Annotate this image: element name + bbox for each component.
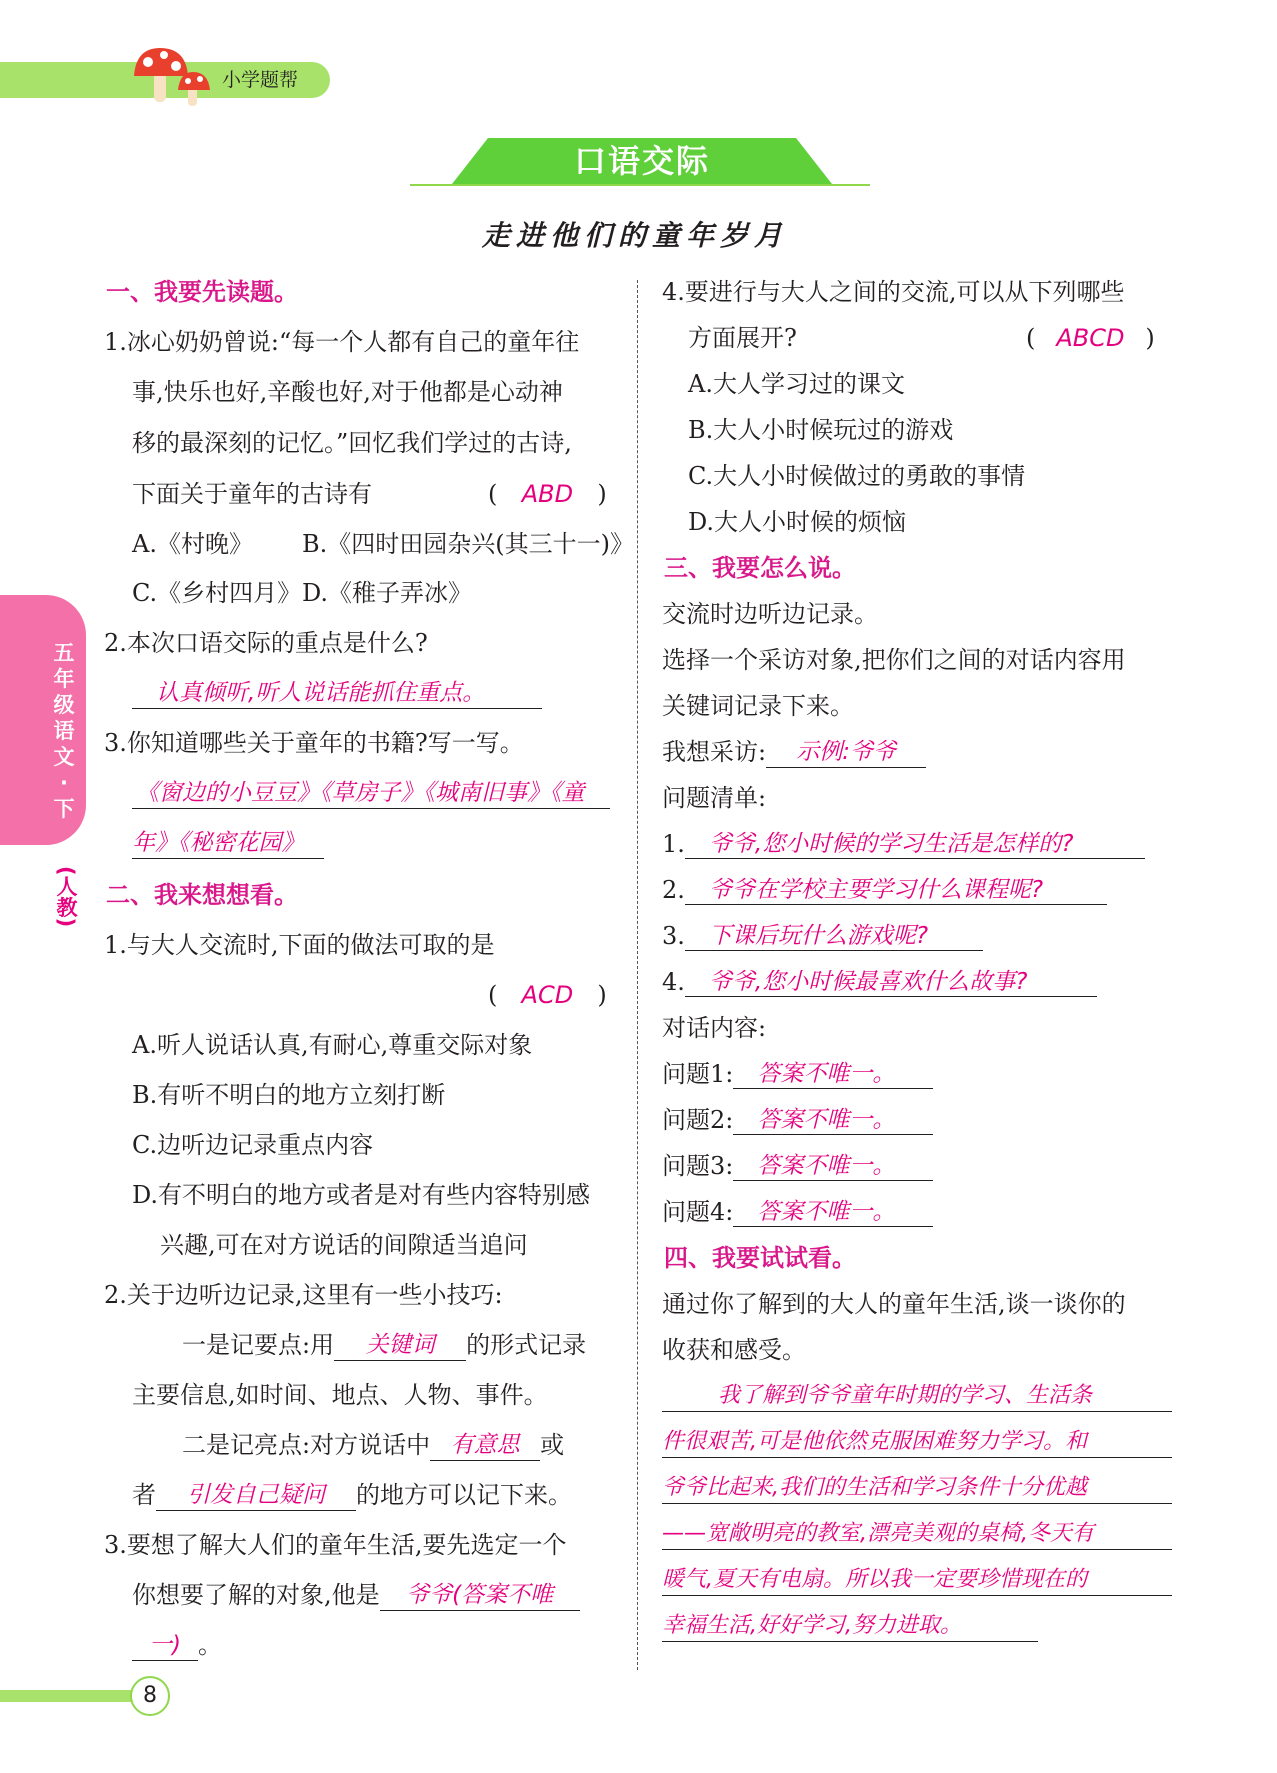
essay-line-4: ——宽敞明亮的教室,漂亮美观的桌椅,冬天有 [662,1519,1172,1550]
p1-option-b: B.有听不明白的地方立刻打断 [132,1081,446,1109]
interview-line: 我想采访: 示例:爷爷 [662,737,926,768]
mushroom-logo [128,42,218,114]
dialog-item-2: 问题2: 答案不唯一。 [662,1105,933,1135]
s3-text-2: 选择一个采访对象,把你们之间的对话内容用 [662,646,1126,674]
p3-line-1: 3.要想了解大人们的童年生活,要先选定一个 [104,1531,567,1559]
section-4-heading: 四、我要试试看。 [664,1244,856,1272]
p1-answer-paren: ( ACD ) [488,981,607,1009]
q1-answer: ABD [521,480,574,508]
essay-line-1: 我了解到爷爷童年时期的学习、生活条 [662,1381,1172,1412]
p3-answer: 爷爷(答案不唯 [380,1580,580,1611]
p2-question-answer: 引发自己疑问 [156,1480,356,1511]
section-3-heading: 三、我要怎么说。 [664,554,856,582]
p2-line-3: 二是记亮点:对方说话中 有意思 或 [182,1431,565,1459]
dialog-item-3: 问题3: 答案不唯一。 [662,1151,933,1181]
section-1-heading: 一、我要先读题。 [106,278,298,306]
s3-text-3: 关键词记录下来。 [662,692,854,720]
p1-option-d: D.有不明白的地方或者是对有些内容特别感 [132,1181,591,1209]
q1-option-b: B.《四时田园杂兴(其三十一)》 [302,530,634,558]
dialog-label: 对话内容: [662,1014,767,1042]
banner-title: 口语交际 [573,142,710,180]
column-divider [637,280,638,1670]
q4-answer-paren: ( ABCD ) [1026,324,1155,352]
s4-text-2: 收获和感受。 [662,1336,806,1364]
question-item-1: 1. 爷爷,您小时候的学习生活是怎样的? [662,829,1145,859]
p1-text: 1.与大人交流时,下面的做法可取的是 [104,931,495,959]
question-list-label: 问题清单: [662,784,767,812]
s3-text-1: 交流时边听边记录。 [662,600,878,628]
q2-text: 2.本次口语交际的重点是什么? [104,629,428,657]
essay-line-2: 件很艰苦,可是他依然克服困难努力学习。和 [662,1427,1172,1458]
essay-line-5: 暖气,夏天有电扇。所以我一定要珍惜现在的 [662,1565,1172,1596]
question-item-3: 3. 下课后玩什么游戏呢? [662,921,983,951]
p3-line-2: 你想要了解的对象,他是 爷爷(答案不唯 [132,1580,580,1611]
essay-line-3: 爷爷比起来,我们的生活和学习条件十分优越 [662,1473,1172,1504]
brand-name: 小学题帮 [222,69,299,91]
p2-line-1: 一是记要点:用 关键词 的形式记录 [182,1331,587,1359]
q4-option-d: D.大人小时候的烦恼 [688,508,907,536]
q4-option-a: A.大人学习过的课文 [688,370,905,398]
q3-answer-line-1: 《窗边的小豆豆》《草房子》《城南旧事》《童 [132,778,610,809]
q4-option-b: B.大人小时候玩过的游戏 [688,416,954,444]
footer-bar [0,1690,140,1702]
p2-keyword-answer: 关键词 [334,1330,466,1361]
interview-answer: 示例:爷爷 [766,737,926,768]
q1-option-d: D.《稚子弄冰》 [302,579,473,607]
q1-option-c: C.《乡村四月》 [132,579,302,607]
q1-line-2: 事,快乐也好,辛酸也好,对于他都是心动神 [132,378,563,406]
q1-line-1: 1.冰心奶奶曾说:“每一个人都有自己的童年往 [104,328,580,356]
q1-answer-paren: ( ABD ) [488,480,607,508]
essay-line-6: 幸福生活,好好学习,努力进取。 [662,1611,1038,1642]
p2-line-4: 者 引发自己疑问 的地方可以记下来。 [132,1481,572,1509]
question-item-2: 2. 爷爷在学校主要学习什么课程呢? [662,875,1107,905]
p1-option-d-cont: 兴趣,可在对方说话的间隙适当追问 [160,1231,528,1259]
page-number: 8 [130,1676,170,1716]
q1-line-3: 移的最深刻的记忆。”回忆我们学过的古诗, [132,429,572,457]
side-edition: (人教) [54,866,78,928]
page-subtitle: 走进他们的童年岁月 [481,219,788,252]
q4-line-2: 方面展开? [688,324,797,352]
dialog-item-1: 问题1: 答案不唯一。 [662,1059,933,1089]
q4-option-c: C.大人小时候做过的勇敢的事情 [688,462,1026,490]
q3-answer-line-2: 年》《秘密花园》 [132,828,324,859]
s4-text-1: 通过你了解到的大人的童年生活,谈一谈你的 [662,1290,1126,1318]
q1-line-4: 下面关于童年的古诗有 [132,480,372,508]
p1-option-c: C.边听边记录重点内容 [132,1131,374,1159]
p2-text: 2.关于边听边记录,这里有一些小技巧: [104,1281,503,1309]
banner-line [410,184,870,186]
p2-interesting-answer: 有意思 [430,1430,540,1461]
section-2-heading: 二、我来想想看。 [106,881,298,909]
p3-answer-cont: 一) [132,1630,198,1661]
dialog-item-4: 问题4: 答案不唯一。 [662,1197,933,1227]
p1-answer: ACD [521,981,574,1009]
p1-option-a: A.听人说话认真,有耐心,尊重交际对象 [132,1031,533,1059]
question-item-4: 4. 爷爷,您小时候最喜欢什么故事? [662,967,1097,997]
q1-option-a: A.《村晚》 [132,530,253,558]
p2-line-2: 主要信息,如时间、地点、人物、事件。 [132,1381,548,1409]
p3-line-3: 一) 。 [132,1630,222,1661]
q3-text: 3.你知道哪些关于童年的书籍?写一写。 [104,729,524,757]
q2-answer: 认真倾听,听人说话能抓住重点。 [132,678,542,709]
q4-answer: ABCD [1056,324,1125,352]
side-tab-text: 五 年 级 语 文 · 下 [53,641,75,821]
q4-line-1: 4.要进行与大人之间的交流,可以从下列哪些 [662,278,1125,306]
